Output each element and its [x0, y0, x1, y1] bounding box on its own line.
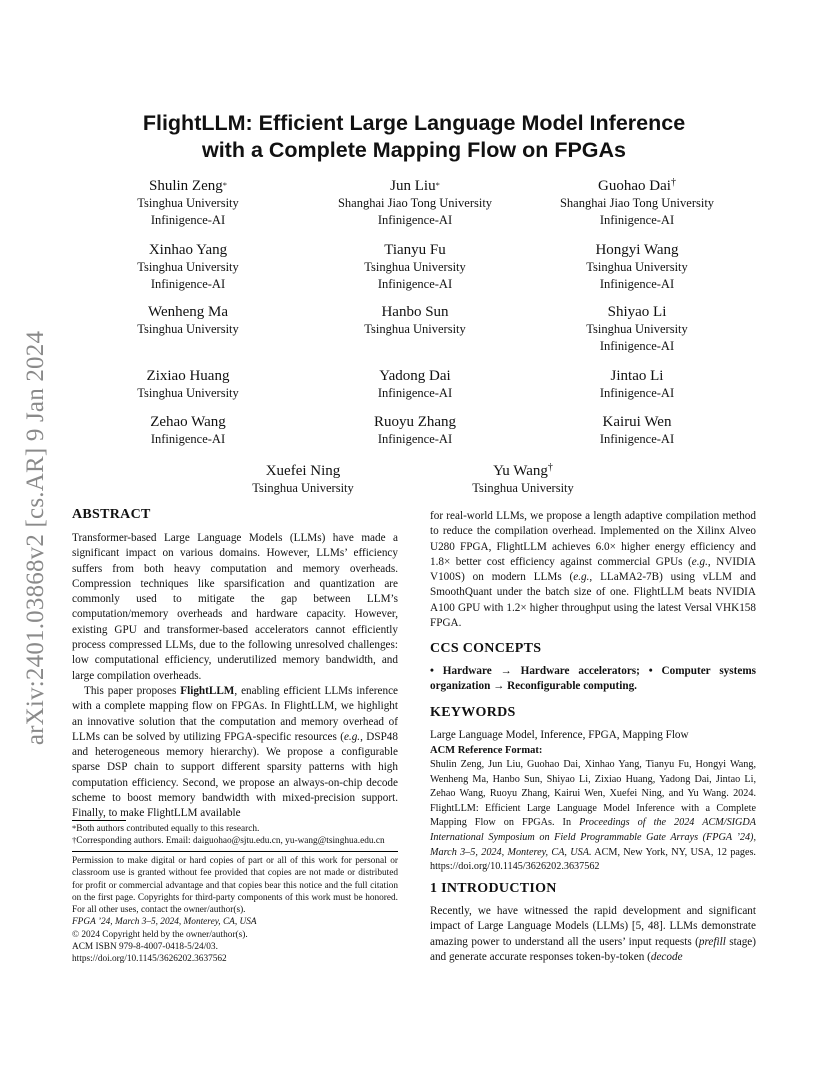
- author-name: Ruoyu Zhang: [373, 414, 457, 430]
- author-name: Hanbo Sun: [381, 304, 449, 320]
- author-affiliation: Infinigence-AI: [599, 277, 675, 291]
- author-affiliation: Infinigence-AI: [599, 213, 675, 227]
- author-name: Xinhao Yang: [148, 242, 228, 258]
- author-affiliation: Tsinghua University: [137, 386, 239, 400]
- author: [73, 367, 303, 402]
- author: [73, 413, 303, 448]
- introduction-section: [430, 880, 756, 965]
- doi-link[interactable]: https://doi.org/10.1145/3626202.3637562: [72, 954, 227, 965]
- author-name: Wenheng Ma: [147, 304, 229, 320]
- author-affiliation: Tsinghua University: [364, 322, 466, 336]
- author-affiliation: Infinigence-AI: [599, 386, 675, 400]
- author: [522, 303, 752, 355]
- keywords-section: [430, 704, 756, 743]
- venue-line: FPGA ’24, March 3–5, 2024, Monterey, CA, USA: [72, 917, 257, 928]
- title-line-2: with a Complete Mapping Flow on FPGAs: [201, 138, 627, 162]
- author-affiliation: Tsinghua University: [364, 260, 466, 274]
- keywords-heading: KEYWORDS: [430, 705, 516, 720]
- author: [300, 177, 530, 229]
- author-affiliation: Infinigence-AI: [150, 277, 226, 291]
- author-name: Zixiao Huang: [146, 368, 230, 384]
- author: [522, 177, 752, 229]
- acm-reference: [430, 744, 756, 875]
- author-name: Shiyao Li: [607, 304, 667, 320]
- author-name: Guohao Dai†: [598, 177, 676, 194]
- author-name: Zehao Wang: [150, 414, 226, 430]
- abstract-heading: ABSTRACT: [72, 507, 151, 522]
- author-affiliation: Infinigence-AI: [377, 386, 453, 400]
- ccs-section: [430, 640, 756, 695]
- abstract-paragraph-1: Transformer-based Large Language Models (LLMs) have made a significant impact on various domains. However, LLMs’ efficiency suffers from both heavy computation and memory overheads. Compression techniques like sparsification and quantization are commonly used to mitigate the gap between LLM’s computation/memory overheads and hardware capacity. However, existing GPU and transformer-based accelerators cannot efficiently process compressed LLMs, due to the following unresolved challenges: low computational efficiency, underutilized memory bandwidth, and large compilation overheads.: [72, 532, 398, 682]
- paper-title: [0, 110, 828, 164]
- abstract-paragraph-2: This paper proposes FlightLLM, enabling efficient LLMs inference with a complete mapping flow on FPGAs. In FlightLLM, we highlight an innovative solution that the computation and memory overhead of LLMs can be solved by utilizing FPGA-specific resources (e.g., DSP48 and heterogeneous memory hierarchy). We propose a configurable sparse DSP chain to support different sparsity patterns with high computation efficiency. Second, we propose an always-on-chip decode scheme to boost memory bandwidth with mixed-precision support. Finally, to make FlightLLM available: [72, 684, 398, 820]
- copyright-line: © 2024 Copyright held by the owner/author(s).: [72, 929, 248, 940]
- author: [188, 462, 418, 497]
- footnote-corresponding: †Corresponding authors. Email: daiguohao@sjtu.edu.cn, yu-wang@tsinghua.edu.cn: [72, 835, 385, 847]
- author-name: Jintao Li: [610, 368, 664, 384]
- author: [300, 367, 530, 402]
- footnote-equal-contribution: *Both authors contributed equally to this research.: [72, 823, 260, 834]
- author-affiliation: Shanghai Jiao Tong University: [337, 196, 493, 210]
- acm-reference-heading: ACM Reference Format:: [430, 745, 543, 756]
- author: [300, 303, 530, 338]
- author-affiliation: Infinigence-AI: [377, 432, 453, 446]
- author-affiliation: Shanghai Jiao Tong University: [559, 196, 715, 210]
- permission-text: Permission to make digital or hard copies of part or all of this work for personal or classroom use is granted without fee provided that copies are not made or distributed for profit or commercial advantage and that copies bear this notice and the full citation on the first page. Copyrights for third-party components of this work must be honored. For all other uses, contact the owner/author(s).: [72, 856, 398, 916]
- permission-block: [72, 855, 398, 966]
- arxiv-identifier: arXiv:2401.03868v2 [cs.AR] 9 Jan 2024: [22, 330, 49, 746]
- author: [522, 367, 752, 402]
- system-name: FlightLLM: [180, 684, 235, 697]
- author: [73, 241, 303, 293]
- author-affiliation: Tsinghua University: [586, 322, 688, 336]
- permission-rule: [72, 851, 398, 852]
- author-affiliation: Infinigence-AI: [150, 432, 226, 446]
- author-affiliation: Infinigence-AI: [599, 339, 675, 353]
- footnote-rule: [72, 820, 126, 821]
- author-name: Kairui Wen: [602, 414, 672, 430]
- author: [522, 241, 752, 293]
- author: [522, 413, 752, 448]
- author-name: Shulin Zeng*: [149, 178, 227, 194]
- keywords-text: Large Language Model, Inference, FPGA, Mapping Flow: [430, 729, 689, 741]
- isbn-line: ACM ISBN 979-8-4007-0418-5/24/03.: [72, 942, 218, 953]
- author-name: Jun Liu*: [390, 178, 440, 194]
- author-affiliation: Infinigence-AI: [599, 432, 675, 446]
- abstract-continued: for real-world LLMs, we propose a length adaptive compilation method to reduce the compilation overhead. Implemented on the Xilinx Alveo U280 FPGA, FlightLLM achieves 6.0× higher energy efficiency and 1.8× better cost efficiency against commercial GPUs (e.g., NVIDIA V100S) on modern LLMs (e.g., LLaMA2-7B) using vLLM and SmoothQuant under the batch size of one. FlightLLM beats NVIDIA A100 GPU with 1.2× higher throughput using the latest Versal VHK158 FPGA.: [430, 510, 756, 630]
- author-affiliation: Infinigence-AI: [150, 213, 226, 227]
- footnotes: [72, 823, 398, 848]
- ccs-text: • Hardware → Hardware accelerators; • Computer systems organization → Reconfigurable computing.: [430, 665, 756, 693]
- introduction-heading: 1 INTRODUCTION: [430, 881, 557, 896]
- abstract-section: [72, 506, 398, 822]
- author: [73, 303, 303, 338]
- author: [300, 241, 530, 293]
- author-affiliation: Tsinghua University: [472, 481, 574, 495]
- author: [300, 413, 530, 448]
- acm-reference-text: Shulin Zeng, Jun Liu, Guohao Dai, Xinhao Yang, Tianyu Fu, Hongyi Wang, Wenheng Ma, Hanbo Sun, Shiyao Li, Zixiao Huang, Yadong Dai, Jintao Li, Zehao Wang, Ruoyu Zhang, Kairui Wen, Xuefei Ning, and Yu Wang. 2024. FlightLLM: Efficient Large Language Model Inference with a Complete Mapping Flow on FPGAs. In Proceedings of the 2024 ACM/SIGDA International Symposium on Field Programmable Gate Arrays (FPGA ’24), March 3–5, 2024, Monterey, CA, USA. ACM, New York, NY, USA, 12 pages. https://doi.org/10.1145/3626202.3637562: [430, 759, 756, 873]
- author-name: Hongyi Wang: [595, 242, 679, 258]
- author: [73, 177, 303, 229]
- author-name: Tianyu Fu: [384, 242, 446, 258]
- author: [408, 462, 638, 497]
- author-affiliation: Tsinghua University: [252, 481, 354, 495]
- author-affiliation: Tsinghua University: [137, 260, 239, 274]
- ccs-heading: CCS CONCEPTS: [430, 641, 542, 656]
- introduction-text: Recently, we have witnessed the rapid development and significant impact of Large Language Models (LLMs) [5, 48]. LLMs demonstrate amazing power to understand all the users’ input requests (prefill stage) and generate accurate responses token-by-token (decode: [430, 905, 756, 963]
- author-affiliation: Tsinghua University: [586, 260, 688, 274]
- author-affiliation: Tsinghua University: [137, 196, 239, 210]
- author-affiliation: Infinigence-AI: [377, 213, 453, 227]
- author-name: Yu Wang†: [493, 462, 553, 479]
- title-line-1: FlightLLM: Efficient Large Language Model Inference: [142, 111, 686, 135]
- author-affiliation: Infinigence-AI: [377, 277, 453, 291]
- author-name: Yadong Dai: [379, 368, 451, 384]
- author-name: Xuefei Ning: [265, 463, 341, 479]
- author-affiliation: Tsinghua University: [137, 322, 239, 336]
